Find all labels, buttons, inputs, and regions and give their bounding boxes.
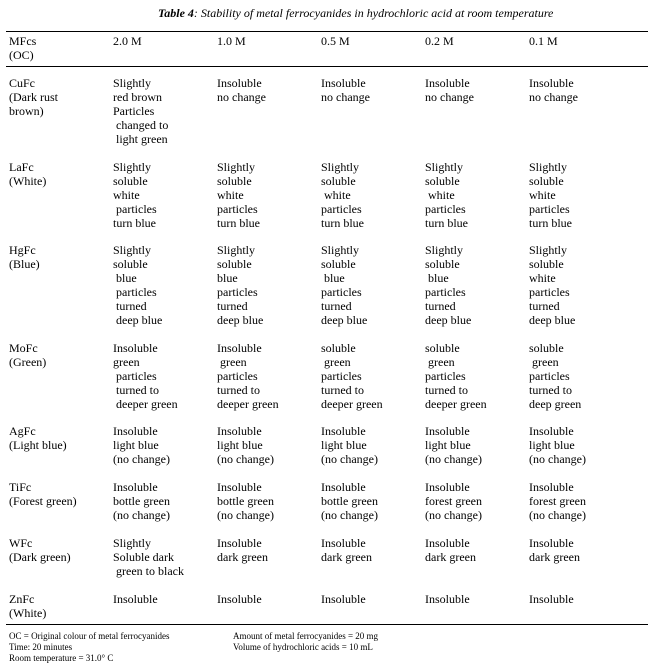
footnote-room-temperature: Room temperature = 31.0° C [9,653,114,663]
table-cell: Slightly soluble white particles turn blue [425,160,468,230]
table-cell: Slightly soluble blue particles turned deep blue [217,243,264,327]
table-cell: Insoluble bottle green (no change) [321,480,378,522]
table-cell: soluble green particles turned to deeper green [425,341,487,411]
table-cell: Insoluble green particles turned to deeper green [113,341,178,411]
table-cell: Slightly soluble blue particles turned deep blue [425,243,472,327]
table-cell: Insoluble bottle green (no change) [113,480,170,522]
table-cell: Insoluble dark green [425,536,476,564]
table-cell: Insoluble forest green (no change) [529,480,586,522]
table-cell: Slightly soluble white particles turn blue [321,160,364,230]
table-cell: soluble green particles turned to deeper green [321,341,383,411]
bottom-rule [6,624,648,625]
table-cell: Insoluble dark green [529,536,580,564]
table-cell: Slightly soluble white particles turn blue [529,160,572,230]
table-cell: Insoluble light blue (no change) [425,424,482,466]
table-cell: Insoluble dark green [321,536,372,564]
table-cell: Insoluble no change [217,76,266,104]
row-label-lafc: LaFc (White) [9,160,47,188]
table-cell: Slightly Soluble dark green to black [113,536,184,578]
table-cell: Slightly soluble white particles turned deep blue [529,243,576,327]
top-rule [6,31,648,32]
caption-number: Table 4 [158,6,194,20]
table-cell: Slightly red brown Particles changed to light green [113,76,169,146]
table-cell: Insoluble no change [425,76,474,104]
table-cell: Insoluble [113,592,158,606]
table-cell: Insoluble green particles turned to deeper green [217,341,279,411]
table-cell: Insoluble dark green [217,536,268,564]
table-cell: Insoluble light blue (no change) [321,424,378,466]
table-cell: Slightly soluble white particles turn blue [113,160,157,230]
header-col-0-5m: 0.5 M [321,34,350,48]
row-label-tifc: TiFc (Forest green) [9,480,77,508]
table-cell: Insoluble light blue (no change) [217,424,274,466]
table-cell: Insoluble light blue (no change) [113,424,170,466]
footnote-time: Time: 20 minutes [9,642,73,652]
table-cell: Insoluble no change [321,76,370,104]
row-label-mofc: MoFc (Green) [9,341,47,369]
caption-text: : Stability of metal ferrocyanides in hydrochloric acid at room temperature [193,6,554,20]
footnote-amount: Amount of metal ferrocyanides = 20 mg [233,631,379,641]
table-cell: Slightly soluble blue particles turned deep blue [113,243,163,327]
table-cell: Insoluble bottle green (no change) [217,480,274,522]
header-rule [6,66,648,67]
header-row-label: MFcs (OC) [9,34,37,62]
row-label-hgfc: HgFc (Blue) [9,243,40,271]
table-cell: Insoluble [321,592,366,606]
table-cell: Insoluble light blue (no change) [529,424,586,466]
table-cell: soluble green particles turned to deep green [529,341,582,411]
row-label-wfc: WFc (Dark green) [9,536,71,564]
header-col-0-2m: 0.2 M [425,34,454,48]
table-cell: Insoluble no change [529,76,578,104]
table-cell: Insoluble forest green (no change) [425,480,482,522]
table-cell: Insoluble [425,592,470,606]
row-label-znfc: ZnFc (White) [9,592,47,620]
table-cell: Insoluble [217,592,262,606]
table-cell: Slightly soluble blue particles turned deep blue [321,243,368,327]
header-col-2-0m: 2.0 M [113,34,142,48]
header-col-0-1m: 0.1 M [529,34,558,48]
footnote-oc: OC = Original colour of metal ferrocyanides [9,631,170,641]
table-cell: Slightly soluble white particles turn blue [217,160,260,230]
header-col-1-0m: 1.0 M [217,34,246,48]
row-label-agfc: AgFc (Light blue) [9,424,67,452]
footnote-volume: Volume of hydrochloric acids = 10 mL [233,642,373,652]
row-label-cufc: CuFc (Dark rust brown) [9,76,58,118]
table-cell: Insoluble [529,592,574,606]
